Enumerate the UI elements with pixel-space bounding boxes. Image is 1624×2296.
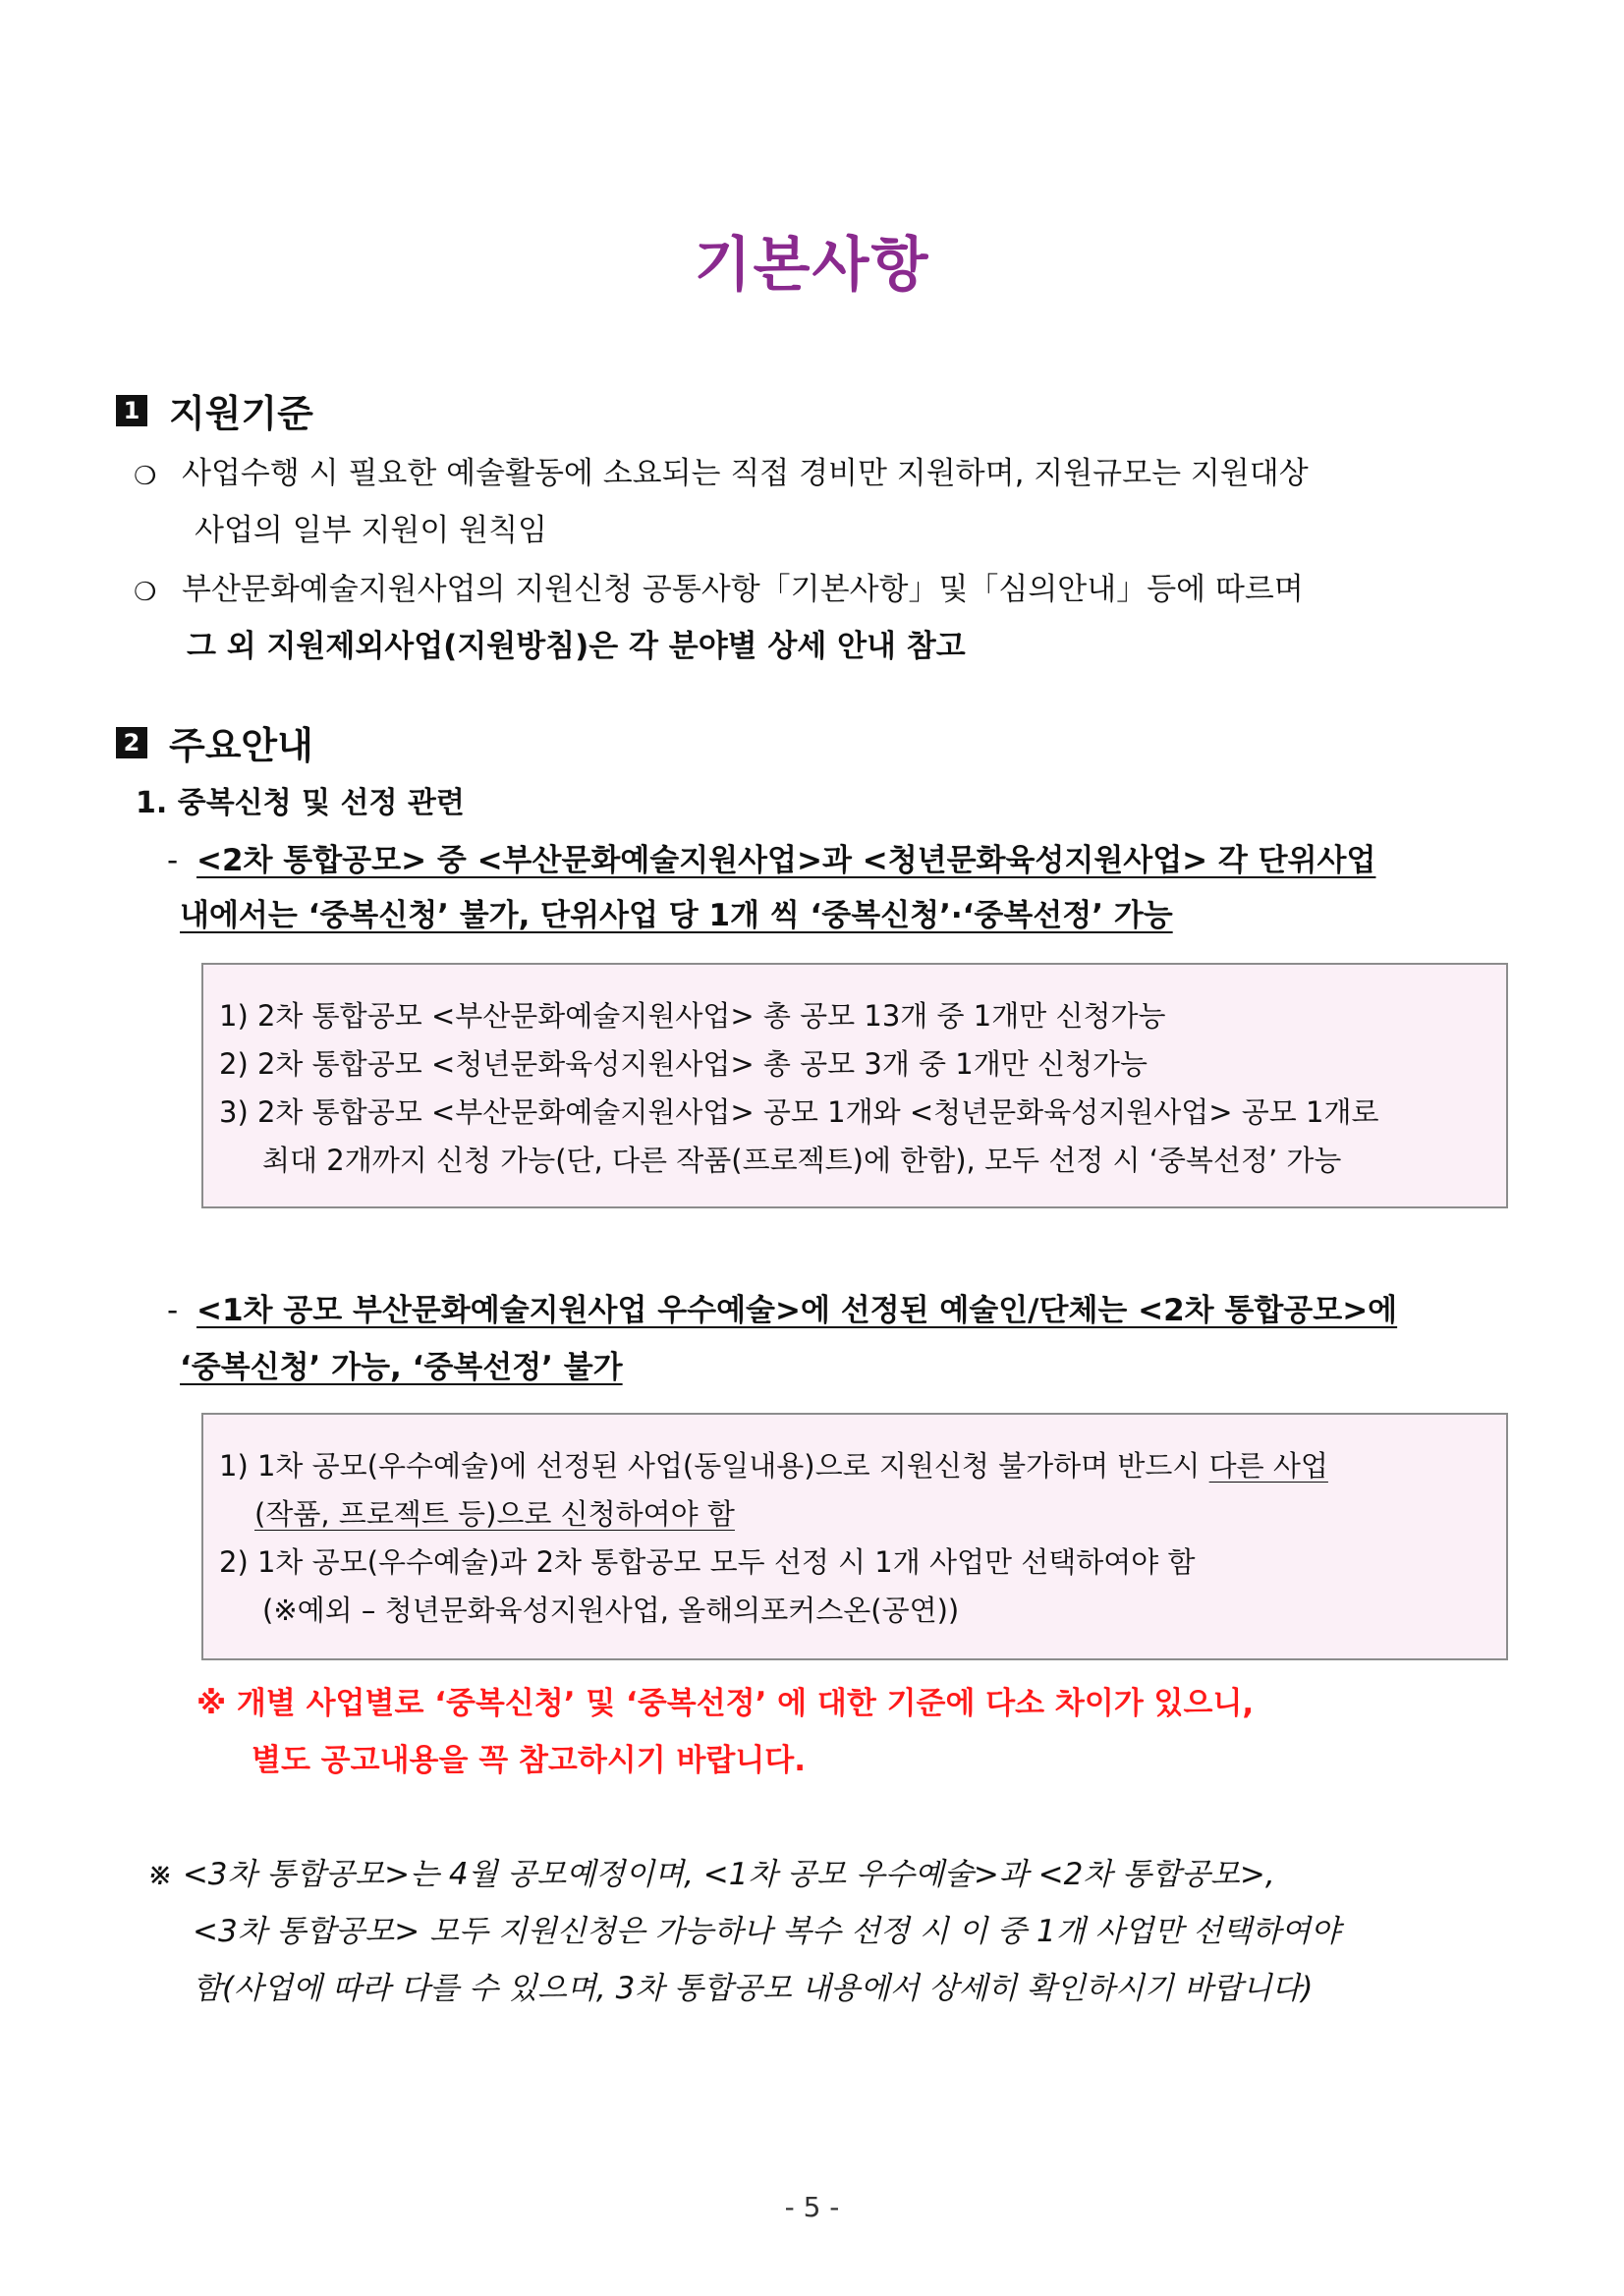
dash-icon: -	[167, 843, 179, 878]
section-1-heading	[116, 383, 313, 437]
page-number: - 5 -	[784, 2191, 840, 2223]
box-1-item-3-cont: 최대 2개까지 신청 가능(단, 다른 작품(프로젝트)에 한함), 모두 선정 시 ‘중복선정’ 가능	[262, 1144, 1342, 1177]
dash-1-line-1: <2차 통합공모> 중 <부산문화예술지원사업>과 <청년문화육성지원사업> 각 단위사업	[196, 843, 1376, 878]
section-1-number: 1	[116, 395, 147, 426]
box-2-item-1-underlined: 다른 사업	[1208, 1449, 1328, 1483]
section-2-heading	[116, 715, 313, 769]
page-title: 기본사항	[694, 231, 930, 300]
subsection-1-title: 1. 중복신청 및 선정 관련	[136, 786, 465, 820]
circle-bullet-icon: ❍	[134, 578, 157, 607]
box-2-item-1	[219, 1444, 1328, 1484]
dash-icon: -	[167, 1293, 179, 1328]
box-2-item-1-text: 1) 1차 공모(우수예술)에 선정된 사업(동일내용)으로 지원신청 불가하며 반드시	[219, 1449, 1209, 1483]
section-2-number: 2	[116, 727, 147, 758]
box-2-item-2: 2) 1차 공모(우수예술)과 2차 통합공모 모두 선정 시 1개 사업만 선택하여야 함	[219, 1545, 1196, 1579]
dash-2-line-1: <1차 공모 부산문화예술지원사업 우수예술>에 선정된 예술인/단체는 <2차 통합공모>에	[196, 1293, 1398, 1328]
section-1-bullet-1-line-1: 사업수행 시 필요한 예술활동에 소요되는 직접 경비만 지원하며, 지원규모는 지원대상	[182, 456, 1309, 491]
section-1-bullet-2-line-2: 그 외 지원제외사업(지원방침)은 각 분야별 상세 안내 참고	[187, 629, 966, 664]
warning-line-1: ※ 개별 사업별로 ‘중복신청’ 및 ‘중복선정’ 에 대한 기준에 다소 차이가 있으니,	[196, 1686, 1255, 1721]
box-2-item-1-cont: (작품, 프로젝트 등)으로 신청하여야 함	[254, 1497, 735, 1531]
box-1-item-2: 2) 2차 통합공모 <청년문화육성지원사업> 총 공모 3개 중 1개만 신청가능	[219, 1047, 1148, 1081]
info-box-2	[201, 1413, 1508, 1660]
warning-line-2: 별도 공고내용을 꼭 참고하시기 바랍니다.	[252, 1743, 807, 1778]
note-line-3: 함(사업에 따라 다를 수 있으며, 3차 통합공모 내용에서 상세히 확인하시기 바랍니다)	[193, 1971, 1314, 2006]
dash-2-line-2: ‘중복신청’ 가능, ‘중복선정’ 불가	[180, 1350, 623, 1385]
box-1-item-3: 3) 2차 통합공모 <부산문화예술지원사업> 공모 1개와 <청년문화육성지원사업> 공모 1개로	[219, 1095, 1379, 1129]
circle-bullet-icon: ❍	[134, 462, 157, 491]
box-2-item-2-cont: (※예외 – 청년문화육성지원사업, 올해의포커스온(공연))	[262, 1594, 960, 1627]
box-1-item-1: 1) 2차 통합공모 <부산문화예술지원사업> 총 공모 13개 중 1개만 신청가능	[219, 999, 1166, 1033]
dash-1-line-2: 내에서는 ‘중복신청’ 불가, 단위사업 당 1개 씩 ‘중복신청’·‘중복선정’ 가능	[180, 898, 1173, 933]
note-line-2: <3차 통합공모> 모두 지원신청은 가능하나 복수 선정 시 이 중 1개 사업만 선택하여야	[193, 1914, 1340, 1949]
section-1-bullet-2-line-1: 부산문화예술지원사업의 지원신청 공통사항「기본사항」및「심의안내」등에 따르며	[182, 572, 1304, 607]
info-box-1	[201, 963, 1508, 1208]
note-line-1: ※ <3차 통합공모>는 4월 공모예정이며, <1차 공모 우수예술>과 <2차 통합공모>,	[147, 1857, 1275, 1892]
section-1-bullet-1-line-2: 사업의 일부 지원이 원칙임	[195, 513, 547, 548]
section-2-title: 주요안내	[169, 724, 313, 767]
section-1-title: 지원기준	[169, 392, 313, 435]
